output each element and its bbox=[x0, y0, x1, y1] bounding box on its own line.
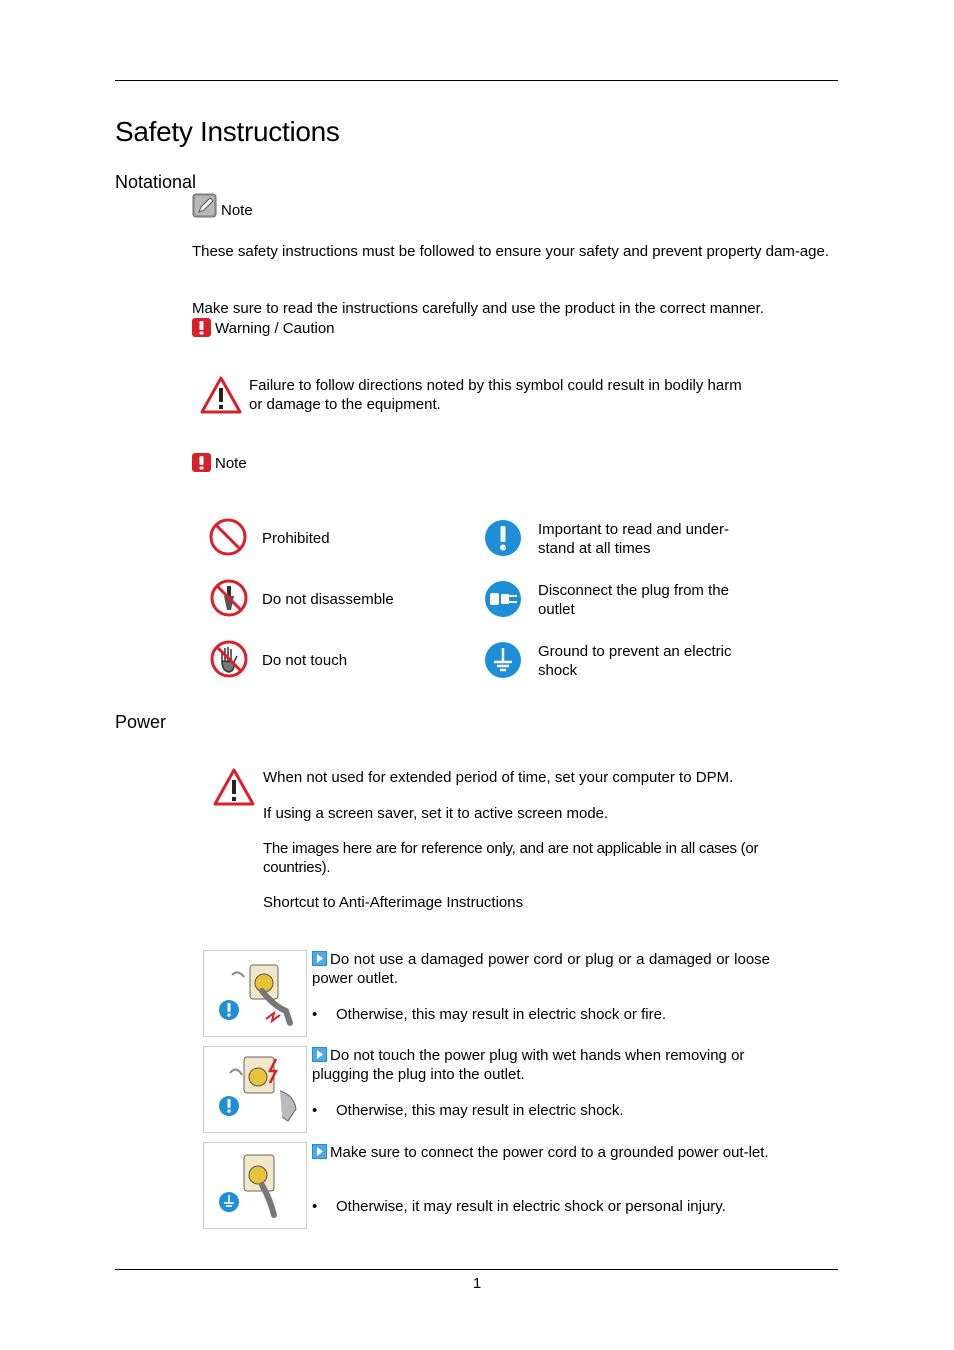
power-item-2-bullet-dot: • bbox=[312, 1102, 318, 1119]
section-heading-power: Power bbox=[115, 712, 167, 732]
prohibited-icon bbox=[208, 517, 248, 557]
power-item-2-bullet: Otherwise, this may result in electric shock. bbox=[336, 1102, 624, 1119]
note2-label: Note bbox=[215, 455, 247, 472]
power-item-2-text bbox=[312, 1046, 776, 1084]
arrow-marker-icon bbox=[312, 1047, 327, 1062]
no-touch-icon bbox=[209, 639, 249, 679]
notational-para-1: These safety instructions must be followed to ensure your safety and prevent property dam-age. bbox=[192, 243, 830, 260]
power-caution-line-3: The images here are for reference only, and are not applicable in all cases (or countries). bbox=[263, 840, 759, 876]
page-title: Safety Instructions bbox=[115, 116, 340, 147]
prohibited-label: Prohibited bbox=[262, 530, 330, 547]
warning-exclamation-icon bbox=[192, 318, 211, 337]
important-icon bbox=[484, 519, 522, 557]
power-item-3-text bbox=[312, 1143, 776, 1162]
note2-label-row bbox=[192, 453, 247, 472]
note-label-row bbox=[192, 193, 253, 219]
page-number: 1 bbox=[472, 1275, 482, 1292]
power-caution-line-2: If using a screen saver, set it to active screen mode. bbox=[263, 805, 609, 822]
section-heading-notational: Notational bbox=[115, 172, 197, 192]
note-pencil-icon bbox=[192, 193, 218, 219]
power-caution-triangle-icon bbox=[213, 768, 255, 806]
disconnect-label: Disconnect the plug from the outlet bbox=[538, 582, 729, 618]
note-exclamation-icon bbox=[192, 453, 211, 472]
power-item-1-text bbox=[312, 950, 770, 988]
warning-label-row bbox=[192, 318, 335, 337]
power-item-1-label: Do not use a damaged power cord or plug or a damaged or loose power outlet. bbox=[312, 951, 770, 987]
caution-triangle-icon bbox=[200, 376, 242, 414]
power-caution-line-1: When not used for extended period of time, set your computer to DPM. bbox=[263, 769, 734, 786]
power-item-3-bullet: Otherwise, it may result in electric shock or personal injury. bbox=[336, 1198, 726, 1215]
important-label: Important to read and under-stand at all times bbox=[538, 521, 729, 557]
header-rule bbox=[115, 80, 838, 81]
power-item-1-bullet-dot: • bbox=[312, 1006, 318, 1023]
note-label: Note bbox=[221, 202, 253, 219]
power-item-3-bullet-dot: • bbox=[312, 1198, 318, 1215]
no-disassemble-label: Do not disassemble bbox=[262, 591, 394, 608]
warning-label: Warning / Caution bbox=[215, 320, 335, 337]
power-item-2-label: Do not touch the power plug with wet hands when removing or plugging the plug into the outlet. bbox=[312, 1047, 745, 1083]
arrow-marker-icon bbox=[312, 951, 327, 966]
damaged-cord-illustration bbox=[203, 950, 307, 1037]
ground-icon bbox=[484, 641, 522, 679]
no-disassemble-icon bbox=[209, 578, 249, 618]
ground-label: Ground to prevent an electric shock bbox=[538, 643, 732, 679]
no-touch-label: Do not touch bbox=[262, 652, 348, 669]
warning-description: Failure to follow directions noted by this symbol could result in bodily harm or damage to the equipment. bbox=[249, 377, 742, 413]
power-item-3-label: Make sure to connect the power cord to a grounded power out-let. bbox=[330, 1144, 769, 1161]
power-item-1-bullet: Otherwise, this may result in electric shock or fire. bbox=[336, 1006, 667, 1023]
grounded-outlet-illustration bbox=[203, 1142, 307, 1229]
arrow-marker-icon bbox=[312, 1144, 327, 1159]
notational-para-2: Make sure to read the instructions carefully and use the product in the correct manner. bbox=[192, 300, 764, 317]
unplug-icon bbox=[484, 580, 522, 618]
wet-hands-illustration bbox=[203, 1046, 307, 1133]
footer-rule bbox=[115, 1269, 838, 1270]
anti-afterimage-shortcut[interactable]: Shortcut to Anti-Afterimage Instructions bbox=[263, 894, 524, 911]
